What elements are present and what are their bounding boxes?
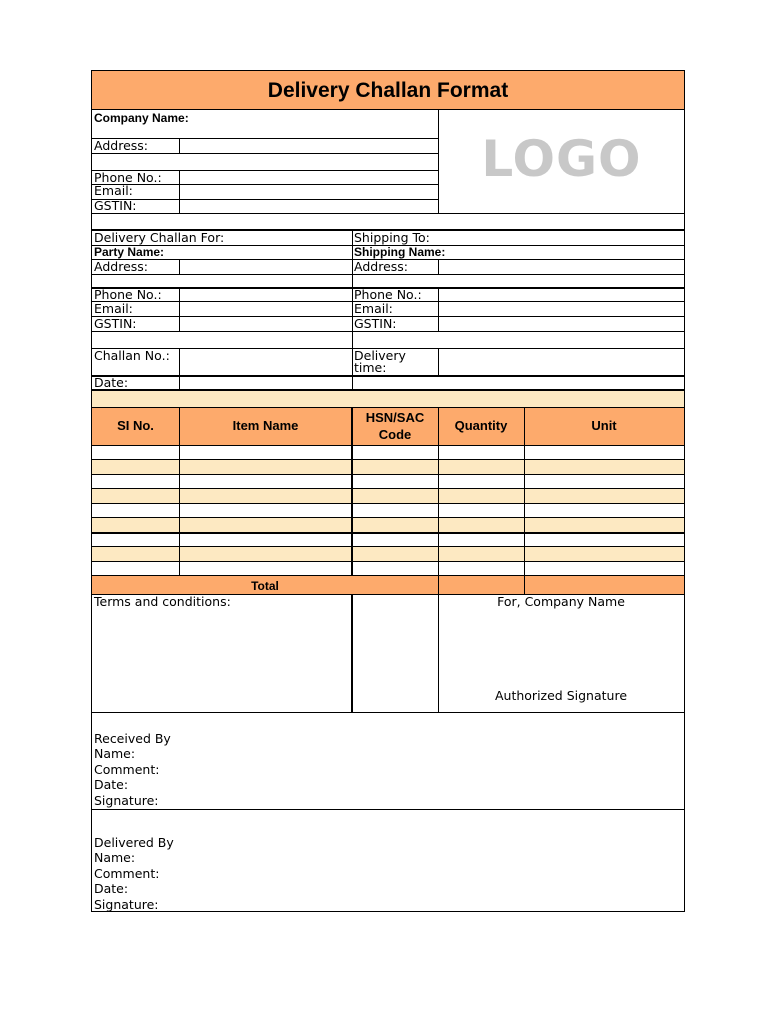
company-email-label: Email: (94, 183, 133, 198)
company-phone-label: Phone No.: (94, 170, 162, 185)
received-signature-label: Signature: (94, 793, 159, 808)
col-unit: Unit (591, 418, 617, 433)
ship-phone-label: Phone No.: (354, 287, 422, 302)
company-gstin-label: GSTIN: (94, 198, 137, 213)
party-gstin-label: GSTIN: (94, 316, 137, 331)
received-name-label: Name: (94, 746, 136, 761)
party-address-label: Address: (94, 259, 148, 274)
company-address-label: Address: (94, 138, 148, 153)
document-title: Delivery Challan Format (267, 79, 509, 102)
challan-no-label: Challan No.: (94, 348, 170, 363)
col-item-name: Item Name (232, 418, 299, 433)
table-row (92, 518, 684, 532)
shipping-to-heading: Shipping To: (354, 230, 430, 245)
party-phone-label: Phone No.: (94, 287, 162, 302)
ship-address-label: Address: (354, 259, 408, 274)
party-email-label: Email: (94, 301, 133, 316)
delivered-comment-label: Comment: (94, 866, 160, 881)
terms-label: Terms and conditions: (94, 594, 231, 609)
date-label: Date: (94, 375, 129, 390)
col-code: Code (378, 427, 412, 442)
table-row (92, 460, 684, 474)
delivery-time-label-2: time: (354, 360, 387, 375)
received-date-label: Date: (94, 777, 129, 792)
received-by-heading: Received By (94, 731, 171, 746)
shipping-name-label: Shipping Name: (354, 245, 446, 259)
authorized-signature: Authorized Signature (494, 688, 628, 703)
ship-gstin-label: GSTIN: (354, 316, 397, 331)
delivery-challan-sheet (91, 70, 685, 912)
logo-placeholder: LOGO (481, 130, 642, 188)
delivered-signature-label: Signature: (94, 897, 159, 912)
delivery-time-label: Delivery (354, 348, 406, 363)
for-company-name: For, Company Name (497, 594, 625, 609)
spacer-band (92, 391, 684, 407)
col-hsn-sac: HSN/SAC (365, 410, 425, 425)
party-name-label: Party Name: (94, 245, 165, 259)
ship-email-label: Email: (354, 301, 393, 316)
table-row (92, 489, 684, 503)
total-label: Total (251, 579, 279, 593)
company-name-label: Company Name: (94, 111, 189, 125)
delivered-name-label: Name: (94, 850, 136, 865)
delivered-date-label: Date: (94, 881, 129, 896)
received-comment-label: Comment: (94, 762, 160, 777)
table-row (92, 547, 684, 561)
col-si-no: SI No. (117, 418, 154, 433)
challan-for-heading: Delivery Challan For: (94, 230, 225, 245)
col-quantity: Quantity (454, 418, 508, 433)
delivered-by-heading: Delivered By (94, 835, 174, 850)
